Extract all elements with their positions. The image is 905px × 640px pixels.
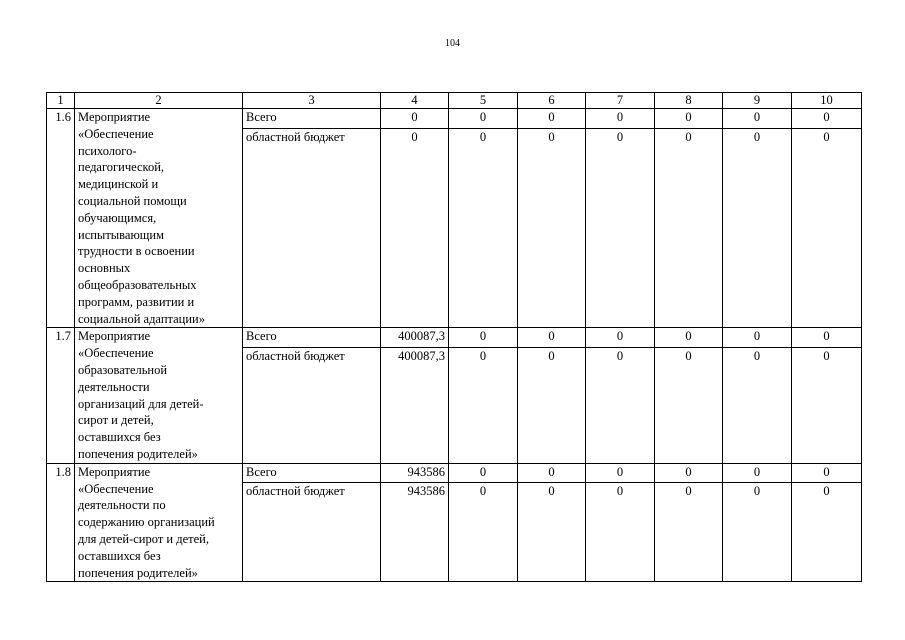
column-number: 9 <box>723 93 792 109</box>
value-cell: 0 <box>655 347 723 463</box>
column-number: 5 <box>449 93 518 109</box>
value-cell: 0 <box>655 129 723 328</box>
value-cell: 0 <box>586 109 655 129</box>
value-cell: 0 <box>792 463 862 483</box>
funding-source: Всего <box>243 109 381 129</box>
value-cell: 0 <box>449 483 518 582</box>
value-cell: 0 <box>723 463 792 483</box>
value-cell: 0 <box>792 483 862 582</box>
value-cell: 0 <box>586 328 655 347</box>
value-cell: 0 <box>723 109 792 129</box>
value-cell: 0 <box>381 109 449 129</box>
funding-source: областной бюджет <box>243 483 381 582</box>
value-cell: 0 <box>449 129 518 328</box>
value-cell: 0 <box>586 347 655 463</box>
value-cell: 0 <box>723 129 792 328</box>
column-number: 3 <box>243 93 381 109</box>
value-cell: 943586 <box>381 483 449 582</box>
value-cell: 0 <box>655 483 723 582</box>
value-cell: 0 <box>518 109 586 129</box>
page-number: 104 <box>445 38 460 49</box>
item-description: Мероприятие «Обеспечение деятельности по содержанию организаций для детей-сирот и детей, оставшихся без попечения родителей» <box>75 463 243 582</box>
table-row <box>47 463 862 483</box>
column-number: 1 <box>47 93 75 109</box>
value-cell: 0 <box>586 463 655 483</box>
value-cell: 0 <box>449 109 518 129</box>
item-description: Мероприятие «Обеспечение психолого- педагогической, медицинской и социальной помощи обучающимся, испытывающим трудности в освоении основных общеобразовательных программ, развитии и социальной адаптации» <box>75 109 243 328</box>
funding-source: областной бюджет <box>243 129 381 328</box>
item-description: Мероприятие «Обеспечение образовательной деятельности организаций для детей- сирот и детей, оставшихся без попечения родителей» <box>75 328 243 463</box>
funding-source: областной бюджет <box>243 347 381 463</box>
value-cell: 0 <box>586 129 655 328</box>
item-number: 1.6 <box>47 109 75 328</box>
value-cell: 0 <box>381 129 449 328</box>
value-cell: 0 <box>449 347 518 463</box>
item-number: 1.8 <box>47 463 75 582</box>
value-cell: 0 <box>518 347 586 463</box>
value-cell: 943586 <box>381 463 449 483</box>
table-row <box>47 328 862 347</box>
value-cell: 0 <box>655 328 723 347</box>
value-cell: 0 <box>586 483 655 582</box>
column-number: 6 <box>518 93 586 109</box>
value-cell: 0 <box>792 328 862 347</box>
column-number: 2 <box>75 93 243 109</box>
value-cell: 400087,3 <box>381 347 449 463</box>
value-cell: 0 <box>723 328 792 347</box>
value-cell: 0 <box>518 483 586 582</box>
value-cell: 0 <box>792 347 862 463</box>
item-number: 1.7 <box>47 328 75 463</box>
budget-table <box>46 92 862 582</box>
value-cell: 400087,3 <box>381 328 449 347</box>
column-number: 10 <box>792 93 862 109</box>
value-cell: 0 <box>518 129 586 328</box>
column-number-row <box>47 93 862 109</box>
table-row <box>47 109 862 129</box>
funding-source: Всего <box>243 463 381 483</box>
column-number: 7 <box>586 93 655 109</box>
value-cell: 0 <box>723 483 792 582</box>
value-cell: 0 <box>449 463 518 483</box>
value-cell: 0 <box>449 328 518 347</box>
value-cell: 0 <box>655 463 723 483</box>
value-cell: 0 <box>655 109 723 129</box>
funding-source: Всего <box>243 328 381 347</box>
value-cell: 0 <box>792 129 862 328</box>
column-number: 4 <box>381 93 449 109</box>
value-cell: 0 <box>518 328 586 347</box>
value-cell: 0 <box>723 347 792 463</box>
value-cell: 0 <box>518 463 586 483</box>
value-cell: 0 <box>792 109 862 129</box>
column-number: 8 <box>655 93 723 109</box>
